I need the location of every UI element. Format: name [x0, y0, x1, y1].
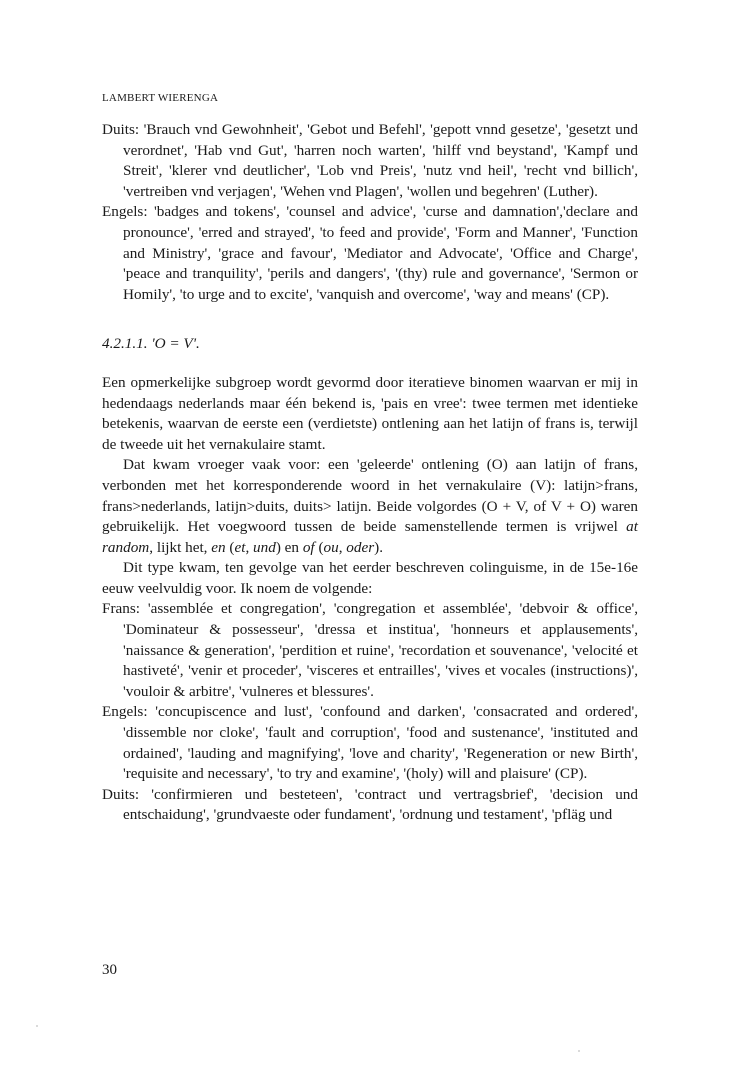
running-head: LAMBERT WIERENGA [102, 92, 219, 104]
duits-example-list-2 [102, 785, 638, 826]
page-number: 30 [102, 962, 117, 978]
paragraph: Een opmerkelijke subgroep wordt gevormd door iteratieve binomen waarvan er mij in hedendaags nederlands maar één bekend is, 'pais en vree': twee termen met identieke betekenis, waarvan de eerste een (verdietste) ontlening aan het latijn of frans is, terwijl de tweede uit het vernakulaire stamt. [102, 373, 638, 453]
list-label: Engels: [102, 703, 148, 721]
list-label: Engels: [102, 203, 148, 221]
list-label: Duits: [102, 121, 140, 138]
body-text [102, 120, 638, 826]
scan-speck [578, 1050, 580, 1052]
scan-speck [36, 1025, 38, 1027]
list-text: 'confirmieren und besteteen', 'contract und vertragsbrief', 'decision und entschaidung', 'grundvaeste oder fundament', 'ordnung und testament', 'pfläg und [123, 785, 638, 824]
section-heading: 4.2.1.1. 'O = V'. [102, 335, 200, 353]
paragraph: Dit type kwam, ten gevolge van het eerder beschreven colinguisme, in de 15e-16e eeuw veelvuldig voor. Ik noem de volgende: [102, 559, 638, 597]
list-text: 'Brauch vnd Gewohnheit', 'Gebot und Befehl', 'gepott vnnd gesetze', 'gesetzt und verordnet', 'Hab vnd Gut', 'harren noch warten', 'hilff vnd beystand', 'Kampf und Streit', 'klerer vnd deutlicher', 'Lob vnd Preis', 'nutz vnd heil', 'recht vnd billich', 'vertreiben vnd verjagen', 'Wehen vnd Plagen', 'wollen und begehren' (Luther). [123, 121, 638, 200]
engels-example-list-2 [102, 702, 638, 784]
list-label: Frans: [102, 600, 140, 618]
list-text: 'concupiscence and lust', 'confound and darken', 'consacrated and ordered', 'dissemble nor cloke', 'fault and corruption', 'food and sustenance', 'instituted and ordained', 'lauding and magnifying', 'love and charity', 'Regeneration or new Birth', 'requisite and necessary', 'to try and examine', '(holy) will and plaisure' (CP). [123, 703, 638, 783]
list-label: Duits: [102, 785, 140, 803]
list-text: 'badges and tokens', 'counsel and advice', 'curse and damnation','declare and pronounce', 'erred and strayed', 'to feed and provide', 'Form and Manner', 'Function and Ministry', 'grace and favour', 'Mediator and Advocate', 'Office and Charge', 'peace and tranquility', 'perils and dangers', '(thy) rule and governance', 'Sermon or Homily', 'to urge and to excite', 'vanquish and overcome', 'way and means' (CP). [123, 203, 638, 303]
engels-example-list [102, 202, 638, 305]
list-text: 'assemblée et congregation', 'congregation et assemblée', 'debvoir & office', 'Dominateur & possesseur', 'dressa et institua', 'honneurs et applausements', 'naissance & generation', 'perdition et ruine', 'recordation et souvenance', 'velocité et hastiveté', 'venir et proceder', 'visceres et entrailles', 'vives et vocales (instructions)', 'vouloir & arbitre', 'vulneres et blessures'. [123, 600, 638, 700]
frans-example-list [102, 599, 638, 702]
paragraph: Dat kwam vroeger vaak voor: een 'geleerde' ontlening (O) aan latijn of frans, verbonden met het korresponderende woord in het vernakulaire (V): latijn>frans, frans>nederlands, latijn>duits, duits> latijn. Beide volgordes (O + V, of V + O) waren gebruikelijk. Het voegwoord tussen de beide samenstellende termen is vrijwel at random, lijkt het, en (et, und) en of (ou, oder). [102, 456, 638, 556]
duits-example-list [102, 120, 638, 202]
